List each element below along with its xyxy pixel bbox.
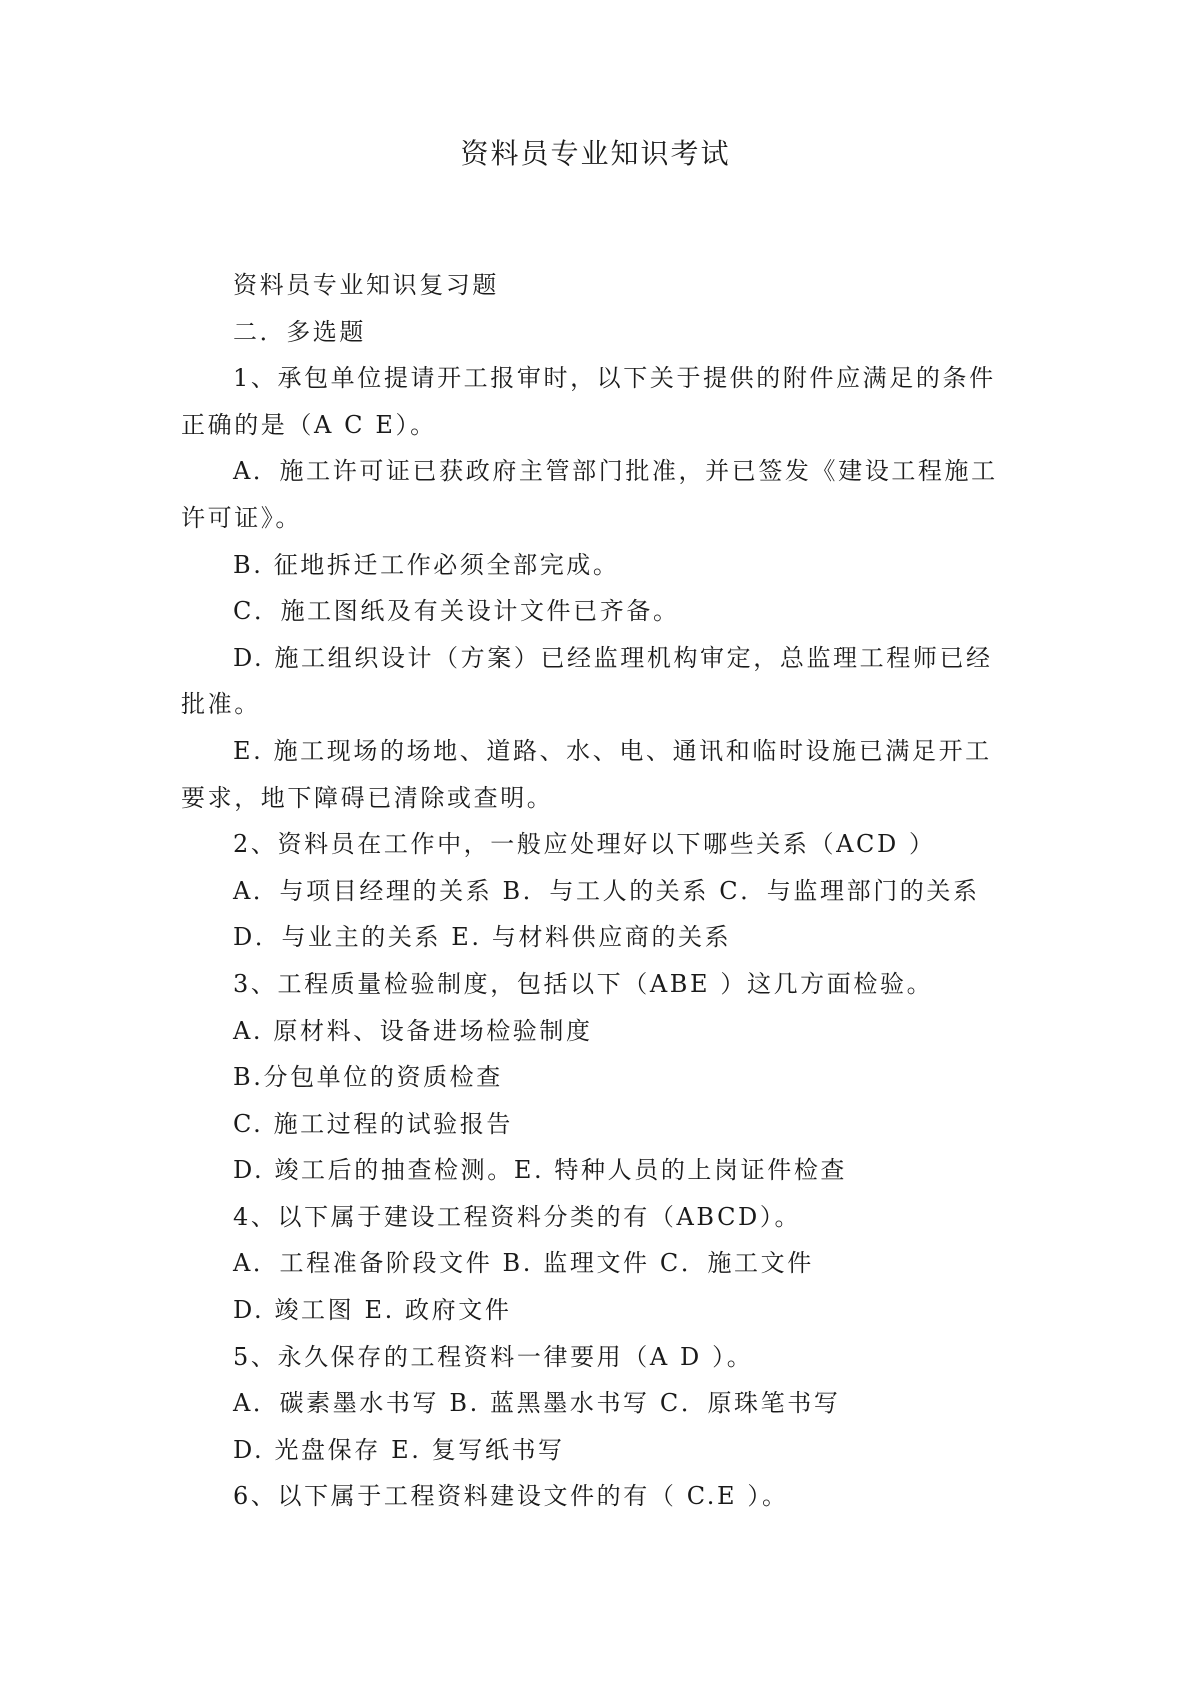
question-3: 3、工程质量检验制度，包括以下（ABE ）这几方面检验。: [233, 969, 934, 998]
document-title: 资料员专业知识考试: [460, 137, 731, 170]
question-1-option-b: B. 征地拆迁工作必须全部完成。: [233, 550, 620, 579]
subtitle: 资料员专业知识复习题: [233, 271, 499, 299]
question-1-option-d: D. 施工组织设计（方案）已经监理机构审定，总监理工程师已经批准。: [181, 643, 993, 719]
question-6: 6、以下属于工程资料建设文件的有（ C.E ）。: [233, 1482, 789, 1511]
question-1-option-a: A．施工许可证已获政府主管部门批准，并已签发《建设工程施工许可证》。: [181, 457, 998, 532]
question-3-option-c: C. 施工过程的试验报告: [233, 1109, 513, 1138]
question-2-options-abc: A．与项目经理的关系 B．与工人的关系 C．与监理部门的关系: [233, 876, 980, 905]
question-4: 4、以下属于建设工程资料分类的有（ABCD）。: [233, 1202, 802, 1231]
document-body: [181, 262, 1017, 1520]
question-3-options-de: D. 竣工后的抽查检测。E. 特种人员的上岗证件检查: [233, 1156, 848, 1185]
question-2-options-de: D．与业主的关系 E. 与材料供应商的关系: [233, 923, 732, 952]
question-5-options-abc: A．碳素墨水书写 B. 蓝黑墨水书写 C．原珠笔书写: [233, 1389, 841, 1418]
question-1: 1、承包单位提请开工报审时，以下关于提供的附件应满足的条件正确的是（A C E）。: [181, 364, 996, 439]
question-2: 2、资料员在工作中，一般应处理好以下哪些关系（ACD ）: [233, 830, 936, 859]
question-4-options-de: D. 竣工图 E. 政府文件: [233, 1296, 512, 1325]
question-5: 5、永久保存的工程资料一律要用（A D ）。: [233, 1342, 754, 1371]
question-1-option-e: E. 施工现场的场地、道路、水、电、通讯和临时设施已满足开工要求，地下障碍已清除或查明。: [181, 736, 992, 812]
question-3-option-b: B.分包单位的资质检查: [233, 1063, 503, 1092]
question-5-options-de: D. 光盘保存 E. 复写纸书写: [233, 1435, 565, 1464]
question-1-option-c: C．施工图纸及有关设计文件已齐备。: [233, 597, 680, 626]
question-4-options-abc: A．工程准备阶段文件 B. 监理文件 C．施工文件: [233, 1249, 814, 1278]
question-3-option-a: A. 原材料、设备进场检验制度: [233, 1016, 593, 1045]
section-heading: 二．多选题: [233, 317, 366, 346]
